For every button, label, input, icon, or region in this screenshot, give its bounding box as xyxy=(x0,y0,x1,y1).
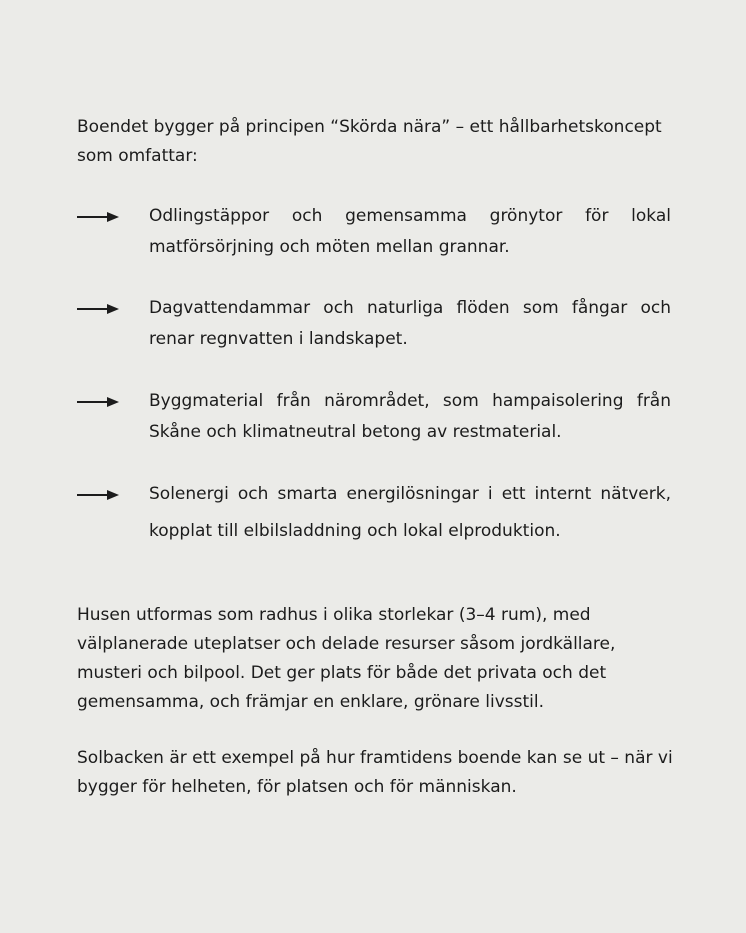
bullet-text: Odlingstäppor och gemensamma grönytor för lokal matförsörjning och möten mellan grannar. xyxy=(149,206,671,257)
bullet-text: Byggmaterial från närområdet, som hampaisolering från Skåne och klimatneutral betong av restmaterial. xyxy=(149,391,671,442)
intro-paragraph: Boendet bygger på principen “Skörda nära” – ett hållbarhetskoncept som omfattar: xyxy=(77,117,662,166)
body-paragraph: Husen utformas som radhus i olika storlekar (3–4 rum), med välplanerade uteplatser och delade resurser såsom jordkällare, musteri och bilpool. Det ger plats för både det privata och det gemensamma, och främjar en enklare, grönare livsstil. xyxy=(77,605,616,712)
arrow-right-icon xyxy=(77,303,119,315)
closing-paragraph: Solbacken är ett exempel på hur framtidens boende kan se ut – när vi bygger för helheten, för platsen och för människan. xyxy=(77,748,673,797)
bullet-text: Dagvattendammar och naturliga flöden som fångar och renar regnvatten i landskapet. xyxy=(149,298,671,349)
bullet-text: Solenergi och smarta energilösningar i ett internt nätverk, kopplat till elbilsladdning och lokal elproduktion. xyxy=(149,484,671,541)
arrow-right-icon xyxy=(77,489,119,501)
arrow-right-icon xyxy=(77,211,119,223)
arrow-right-icon xyxy=(77,396,119,408)
